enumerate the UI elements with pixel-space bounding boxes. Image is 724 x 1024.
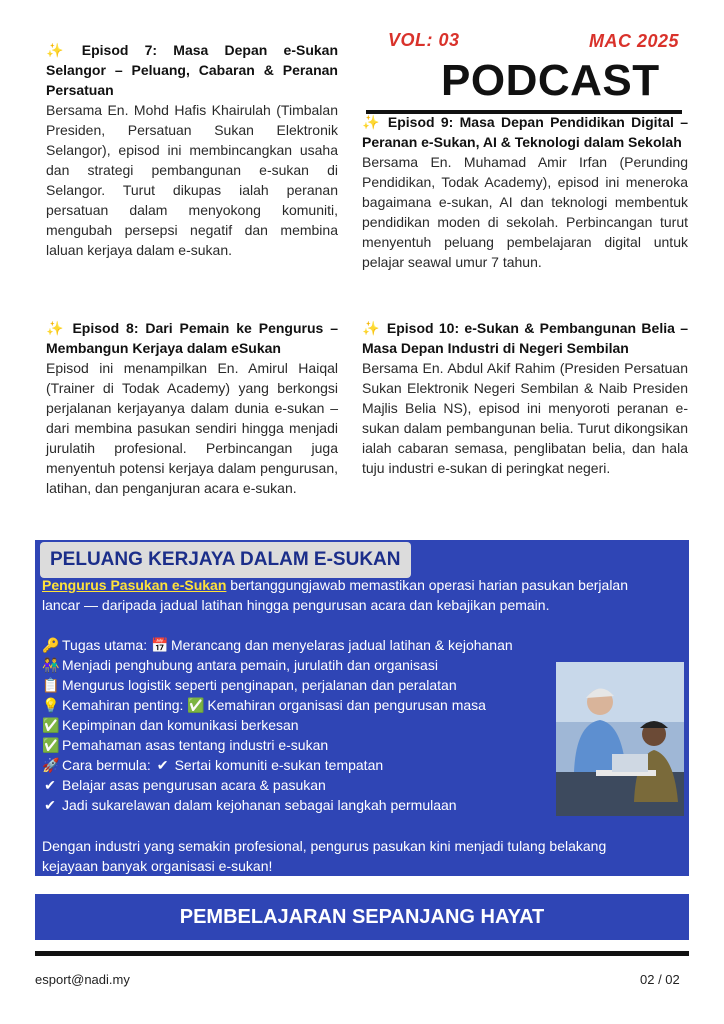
list-item (42, 795, 552, 815)
episode-10 (362, 318, 688, 478)
list-item-label: Cara bermula: (62, 757, 155, 773)
list-item-text: Pemahaman asas tentang industri e-sukan (62, 737, 329, 753)
check-box-icon: ✅ (42, 737, 60, 753)
check-mark-icon: ✔ (44, 777, 56, 793)
sparkle-icon: ✨ (362, 320, 381, 336)
people-icon: 👫 (42, 657, 60, 673)
list-item-label: Kemahiran penting: (62, 697, 188, 713)
list-item-text: Menjadi penghubung antara pemain, jurulatih dan organisasi (62, 657, 438, 673)
list-item-text: Jadi sukarelawan dalam kejohanan sebagai langkah permulaan (62, 797, 457, 813)
check-mark-icon: ✔ (44, 797, 56, 813)
list-item (42, 695, 552, 715)
key-icon: 🔑 (42, 637, 60, 653)
episode-7-title: Episod 7: Masa Depan e-Sukan Selangor – Peluang, Cabaran & Peranan Persatuan (46, 42, 338, 98)
list-item-text: Merancang dan menyelaras jadual latihan & kejohanan (170, 637, 513, 653)
episode-9 (362, 112, 688, 272)
issue-date: MAC 2025 (589, 31, 680, 51)
page-title: PODCAST (441, 56, 660, 105)
career-intro-text: bertanggungjawab memastikan operasi harian pasukan berjalan lancar — daripada jadual latihan hingga pengurusan acara dan kebajikan pemain. (42, 577, 628, 613)
career-closing: Dengan industri yang semakin profesional, pengurus pasukan kini menjadi tulang belakang kejayaan banyak organisasi e-sukan! (42, 838, 607, 874)
list-item-text: Belajar asas pengurusan acara & pasukan (62, 777, 326, 793)
list-item-text: Kemahiran organisasi dan pengurusan masa (207, 697, 486, 713)
career-heading: PELUANG KERJAYA DALAM E-SUKAN (40, 542, 411, 578)
list-item (42, 675, 552, 695)
volume-label: VOL: 03 (388, 30, 460, 50)
team-photo-illustration (556, 662, 684, 816)
clipboard-icon: 📋 (42, 677, 60, 693)
episode-7 (46, 40, 338, 260)
list-item (42, 635, 552, 655)
list-item-text: Mengurus logistik seperti penginapan, perjalanan dan peralatan (62, 677, 457, 693)
calendar-icon: 📅 (150, 637, 169, 653)
career-list (42, 635, 552, 815)
episode-7-body: Bersama En. Mohd Hafis Khairulah (Timbalan Presiden, Persatuan Sukan Elektronik Selangor), episod ini membincangkan usaha dan strategi pembangunan e-sukan di Selangor. Turut dikupas ialah peranan persatuan dalam menyokong komuniti, mengubah persepsi negatif dan membina laluan kerjaya dalam e-sukan. (46, 102, 338, 258)
check-box-icon: ✅ (42, 717, 60, 733)
episode-9-title: Episod 9: Masa Depan Pendidikan Digital – Peranan e-Sukan, AI & Teknologi dalam Sekolah (362, 114, 688, 150)
list-item (42, 735, 552, 755)
episode-8-title: Episod 8: Dari Pemain ke Pengurus – Membangun Kerjaya dalam eSukan (46, 320, 338, 356)
check-box-icon: ✅ (187, 697, 205, 713)
lightbulb-icon: 💡 (42, 697, 60, 713)
list-item (42, 755, 552, 775)
career-intro (42, 575, 632, 615)
episode-10-body: Bersama En. Abdul Akif Rahim (Presiden Persatuan Sukan Elektronik Negeri Sembilan & Naib Presiden Majlis Belia NS), episod ini menyoroti peranan e-sukan dalam pembangunan belia. Turut dikongsikan ialah cabaran semasa, penglibatan belia, dan hala tuju industri e-sukan di peringkat negeri. (362, 360, 688, 476)
sparkle-icon: ✨ (362, 114, 382, 130)
rocket-icon: 🚀 (42, 757, 60, 773)
career-role-highlight: Pengurus Pasukan e-Sukan (42, 577, 227, 593)
episode-8 (46, 318, 338, 498)
episode-10-title: Episod 10: e-Sukan & Pembangunan Belia – Masa Depan Industri di Negeri Sembilan (362, 320, 688, 356)
lifelong-learning-banner: PEMBELAJARAN SEPANJANG HAYAT (35, 894, 689, 940)
footer-rule (35, 951, 689, 956)
list-item (42, 715, 552, 735)
list-item (42, 655, 552, 675)
sparkle-icon: ✨ (46, 42, 76, 58)
episode-8-body: Episod ini menampilkan En. Amirul Haiqal (Trainer di Todak Academy) yang berkongsi perjalanan kerjayanya dalam dunia e-sukan – dari membina pasukan sendiri hingga menjadi jurulatih profesional. Perbincangan juga menyentuh potensi kerjaya dalam pengurusan, latihan, dan penganjuran acara e-sukan. (46, 360, 338, 496)
list-item (42, 775, 552, 795)
list-item-text: Kepimpinan dan komunikasi berkesan (62, 717, 299, 733)
list-item-label: Tugas utama: (62, 637, 151, 653)
check-mark-icon: ✔ (156, 757, 169, 773)
episode-9-body: Bersama En. Muhamad Amir Irfan (Perunding Pendidikan, Todak Academy), episod ini meneroka bagaimana e-sukan, AI dan teknologi membentuk pendidikan moden di sekolah. Perbincangan turut menyentuh peluang pembelajaran digital untuk pelajar seawal umur 7 tahun. (362, 154, 688, 270)
page-number: 02 / 02 (640, 972, 680, 987)
list-item-text: Sertai komuniti e-sukan tempatan (174, 757, 384, 773)
sparkle-icon: ✨ (46, 320, 67, 336)
team-photo (556, 662, 684, 816)
contact-email: esport@nadi.my (35, 972, 130, 987)
